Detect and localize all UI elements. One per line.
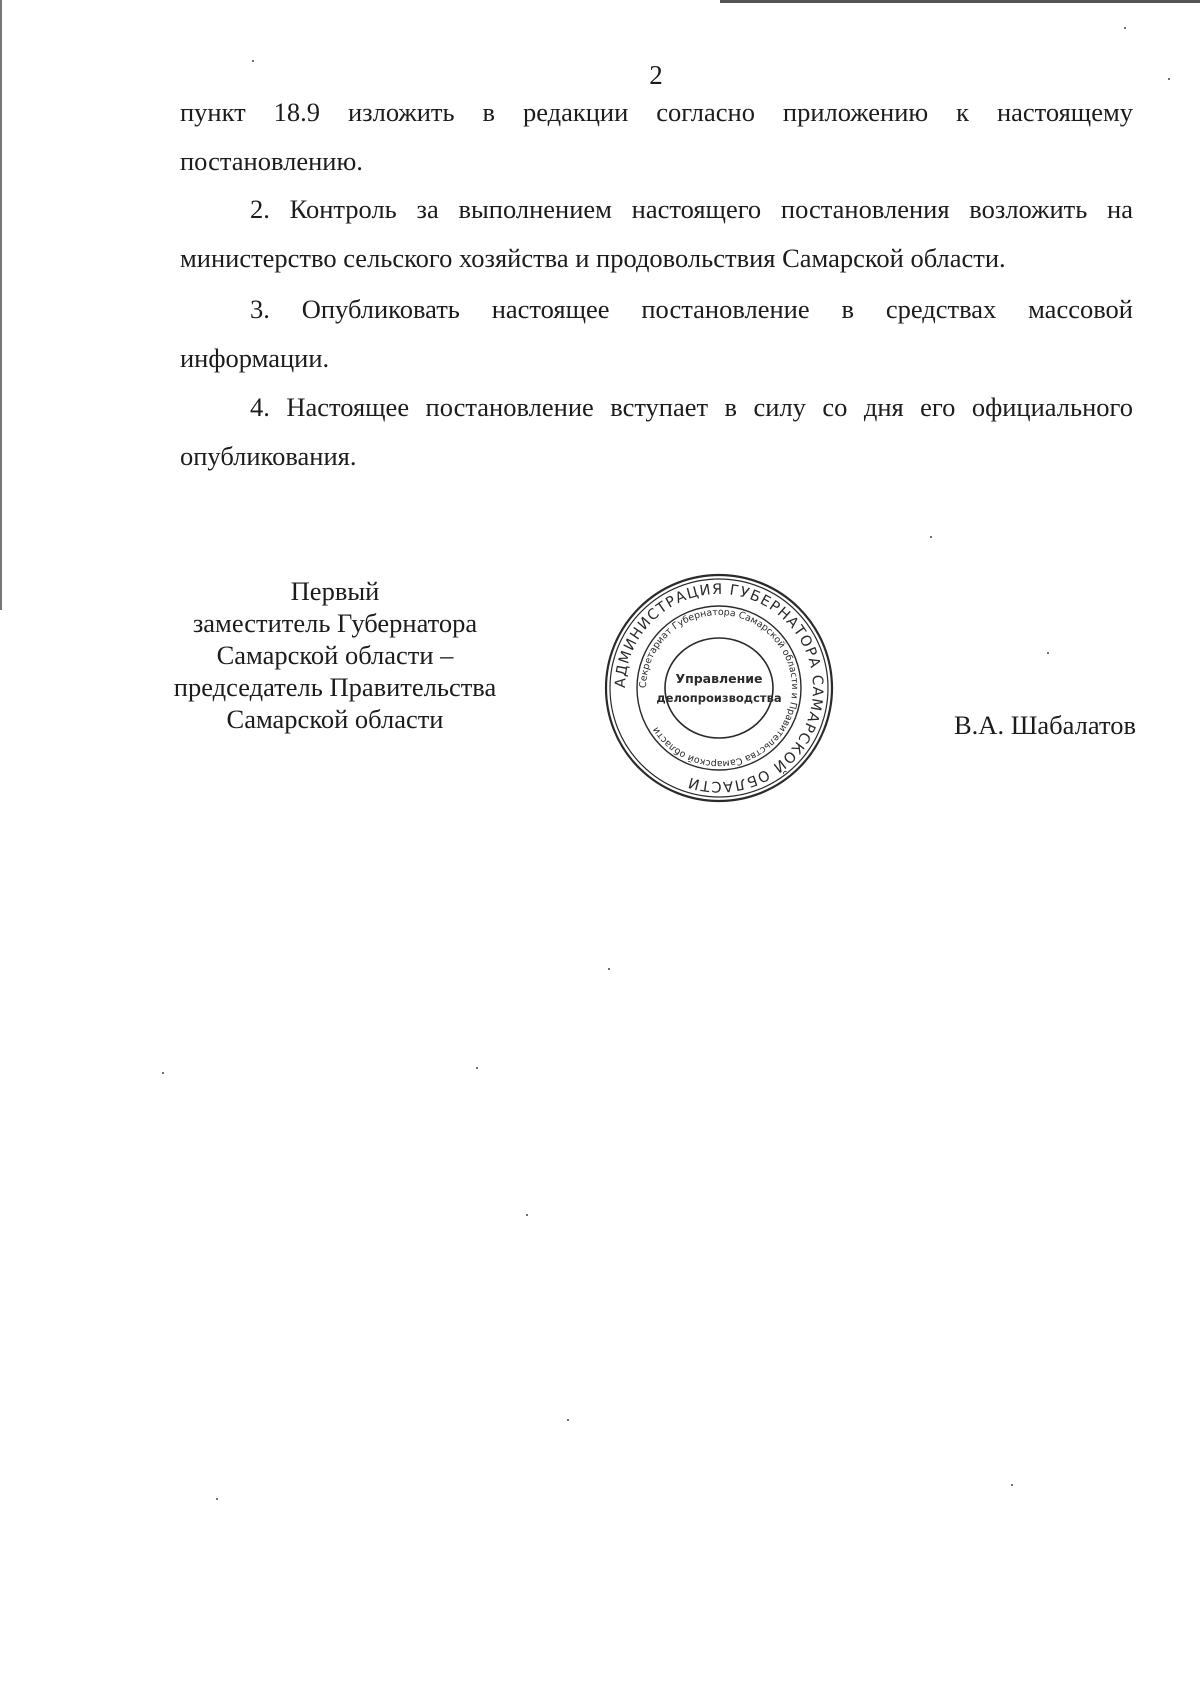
official-seal (603, 572, 835, 804)
seal-center-line: делопроизводства (656, 691, 782, 705)
scan-speck (1047, 652, 1049, 654)
top-edge-rule (720, 0, 1200, 3)
position-line: Самарской области – (216, 640, 454, 670)
scan-speck (476, 1067, 478, 1069)
left-scan-edge (0, 0, 2, 610)
signatory-name: В.А. Шабалатов (954, 710, 1136, 740)
paragraph-2: 2. Контроль за выполнением настоящего постановления возложить на министерство сельского хозяйства и продовольствия Самарской области. (180, 194, 1133, 273)
scan-speck (162, 1072, 164, 1074)
scan-speck (526, 1214, 528, 1216)
scan-speck (567, 1419, 569, 1421)
paragraph-3: 3. Опубликовать настоящее постановление в средствах массовой информации. (180, 294, 1133, 373)
scan-speck (1011, 1484, 1013, 1486)
scan-speck (1168, 78, 1170, 80)
svg-text:Секретариат Губернатора Самарс (638, 607, 800, 769)
scan-speck (608, 968, 610, 970)
position-line: Самарской области (226, 704, 444, 734)
signatory-position (155, 575, 515, 735)
position-line: Первый (290, 576, 380, 606)
seal-center-line: Управление (675, 671, 763, 686)
seal-outer-text: АДМИНИСТРАЦИЯ ГУБЕРНАТОРА САМАРСКОЙ ОБЛАСТИ (612, 581, 826, 795)
position-line: заместитель Губернатора (192, 608, 478, 638)
scan-speck (930, 536, 932, 538)
paragraph-continuation: пункт 18.9 изложить в редакции согласно приложению к настоящему постановлению. (180, 97, 1133, 176)
seal-inner-text: Секретариат Губернатора Самарской области и Правительства Самарской области (637, 606, 801, 770)
scan-speck (252, 60, 254, 62)
paragraph-4: 4. Настоящее постановление вступает в силу со дня его официального опубликования. (180, 392, 1133, 471)
position-line: председатель Правительства (173, 672, 497, 702)
scan-speck (1124, 27, 1126, 29)
page-number: 2 (649, 60, 663, 90)
scan-speck (216, 1498, 218, 1500)
